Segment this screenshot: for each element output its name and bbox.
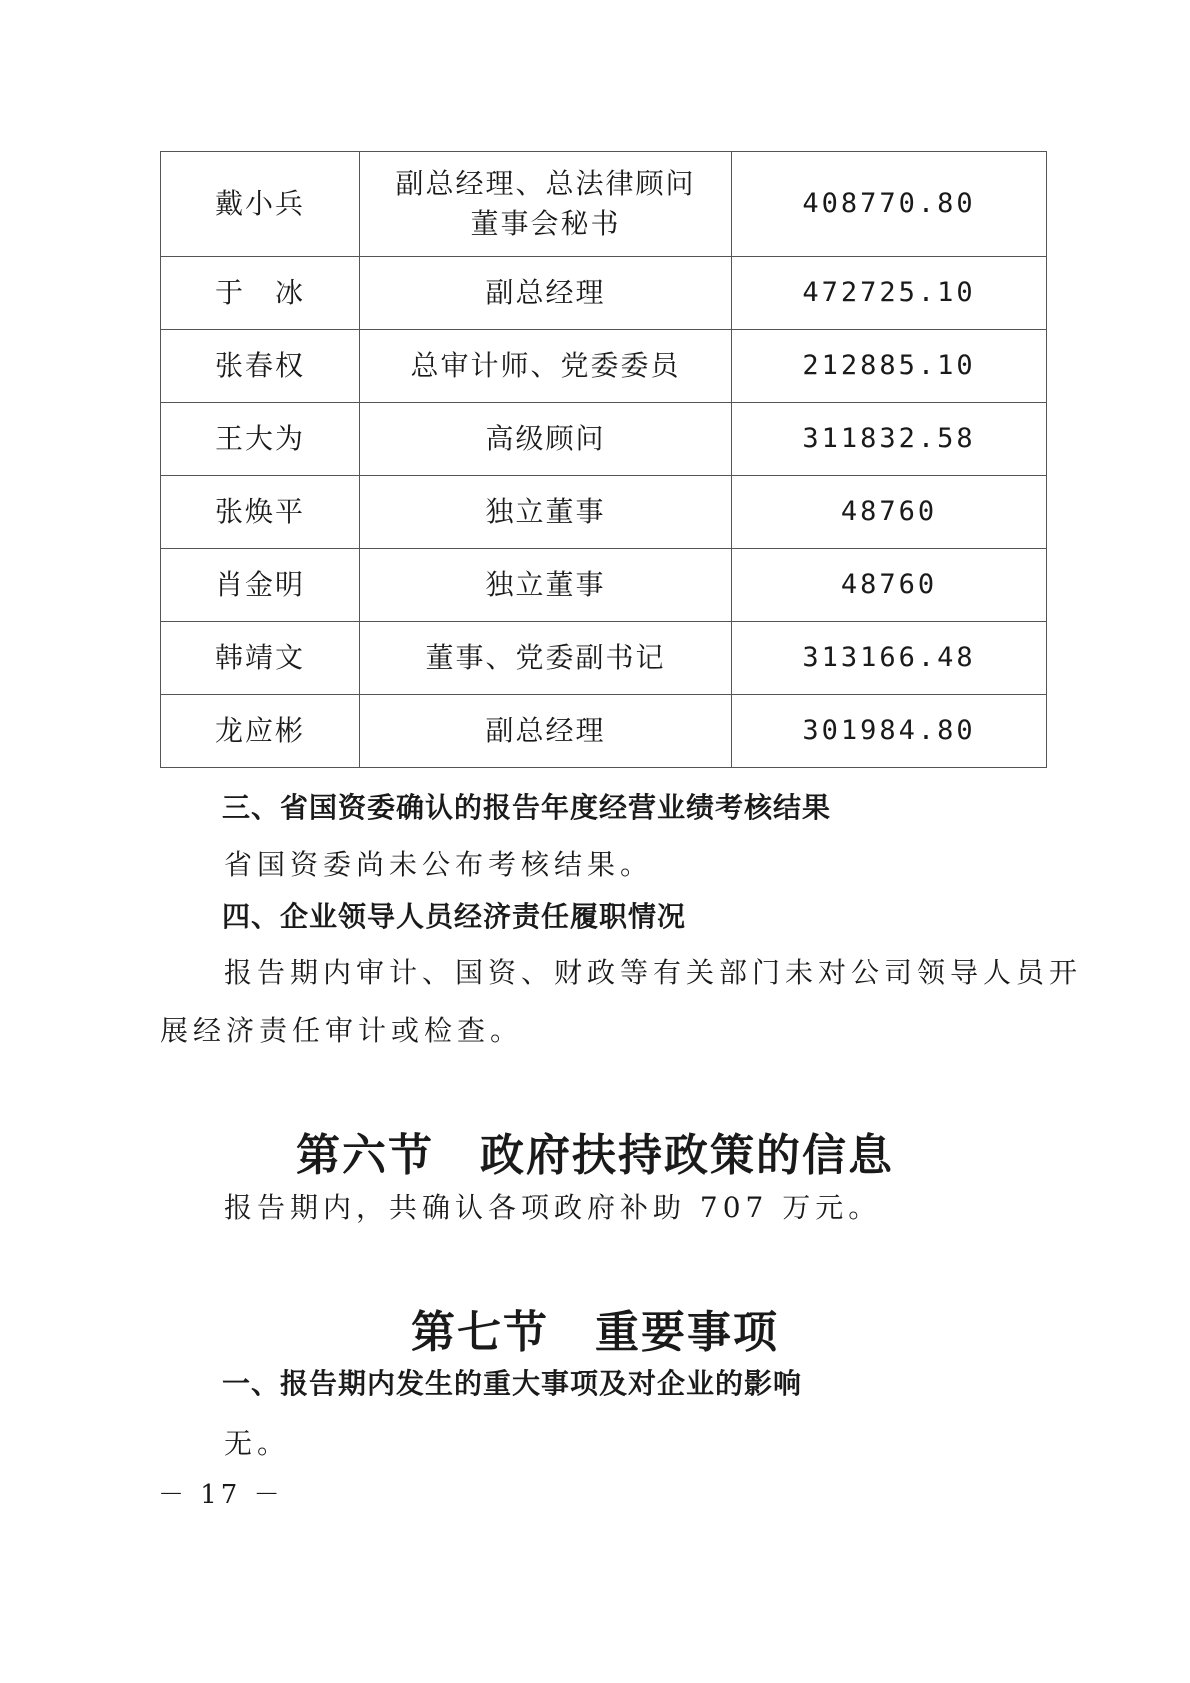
- section6-body: 报告期内，共确认各项政府补助 707 万元。: [224, 1191, 882, 1224]
- name-cell: 张焕平: [161, 476, 360, 549]
- title-cell: 副总经理: [360, 257, 732, 330]
- page-number: － 17 －: [158, 1480, 284, 1510]
- item4-body-line2: 展经济责任审计或检查。: [160, 1014, 524, 1047]
- name-cell: 韩靖文: [161, 622, 360, 695]
- table-row: [161, 403, 1047, 476]
- item1-heading: 一、报告期内发生的重大事项及对企业的影响: [222, 1367, 803, 1400]
- name-cell: 戴小兵: [161, 152, 360, 257]
- table-row: [161, 476, 1047, 549]
- name-cell: 于 冰: [161, 257, 360, 330]
- table-row: [161, 257, 1047, 330]
- title-cell: 独立董事: [360, 476, 732, 549]
- name-cell: 龙应彬: [161, 695, 360, 768]
- compensation-table: [160, 151, 1047, 768]
- table-row: [161, 695, 1047, 768]
- table-row: [161, 152, 1047, 257]
- title-cell: 高级顾问: [360, 403, 732, 476]
- amount-cell: 472725.10: [732, 257, 1047, 330]
- table-row: [161, 549, 1047, 622]
- item1-body: 无。: [224, 1427, 291, 1460]
- amount-cell: 301984.80: [732, 695, 1047, 768]
- item4-body-line1: 报告期内审计、国资、财政等有关部门未对公司领导人员开: [224, 956, 1083, 989]
- amount-cell: 313166.48: [732, 622, 1047, 695]
- name-cell: 王大为: [161, 403, 360, 476]
- item3-heading: 三、省国资委确认的报告年度经营业绩考核结果: [222, 791, 832, 824]
- amount-cell: 48760: [732, 476, 1047, 549]
- section7-title: 第七节 重要事项: [411, 1307, 779, 1358]
- item4-heading: 四、企业领导人员经济责任履职情况: [222, 900, 687, 933]
- table-row: [161, 622, 1047, 695]
- title-cell: 董事、党委副书记: [360, 622, 732, 695]
- name-cell: 张春权: [161, 330, 360, 403]
- table-row: [161, 330, 1047, 403]
- title-line: 董事会秘书: [470, 207, 621, 240]
- name-cell: 肖金明: [161, 549, 360, 622]
- title-cell: [360, 152, 732, 257]
- title-cell: 副总经理: [360, 695, 732, 768]
- title-line: 副总经理、总法律顾问: [395, 167, 696, 200]
- title-cell: 独立董事: [360, 549, 732, 622]
- amount-cell: 212885.10: [732, 330, 1047, 403]
- title-cell: 总审计师、党委委员: [360, 330, 732, 403]
- amount-cell: 311832.58: [732, 403, 1047, 476]
- section6-title: 第六节 政府扶持政策的信息: [296, 1130, 894, 1181]
- amount-cell: 48760: [732, 549, 1047, 622]
- item3-body: 省国资委尚未公布考核结果。: [224, 848, 654, 881]
- amount-cell: 408770.80: [732, 152, 1047, 257]
